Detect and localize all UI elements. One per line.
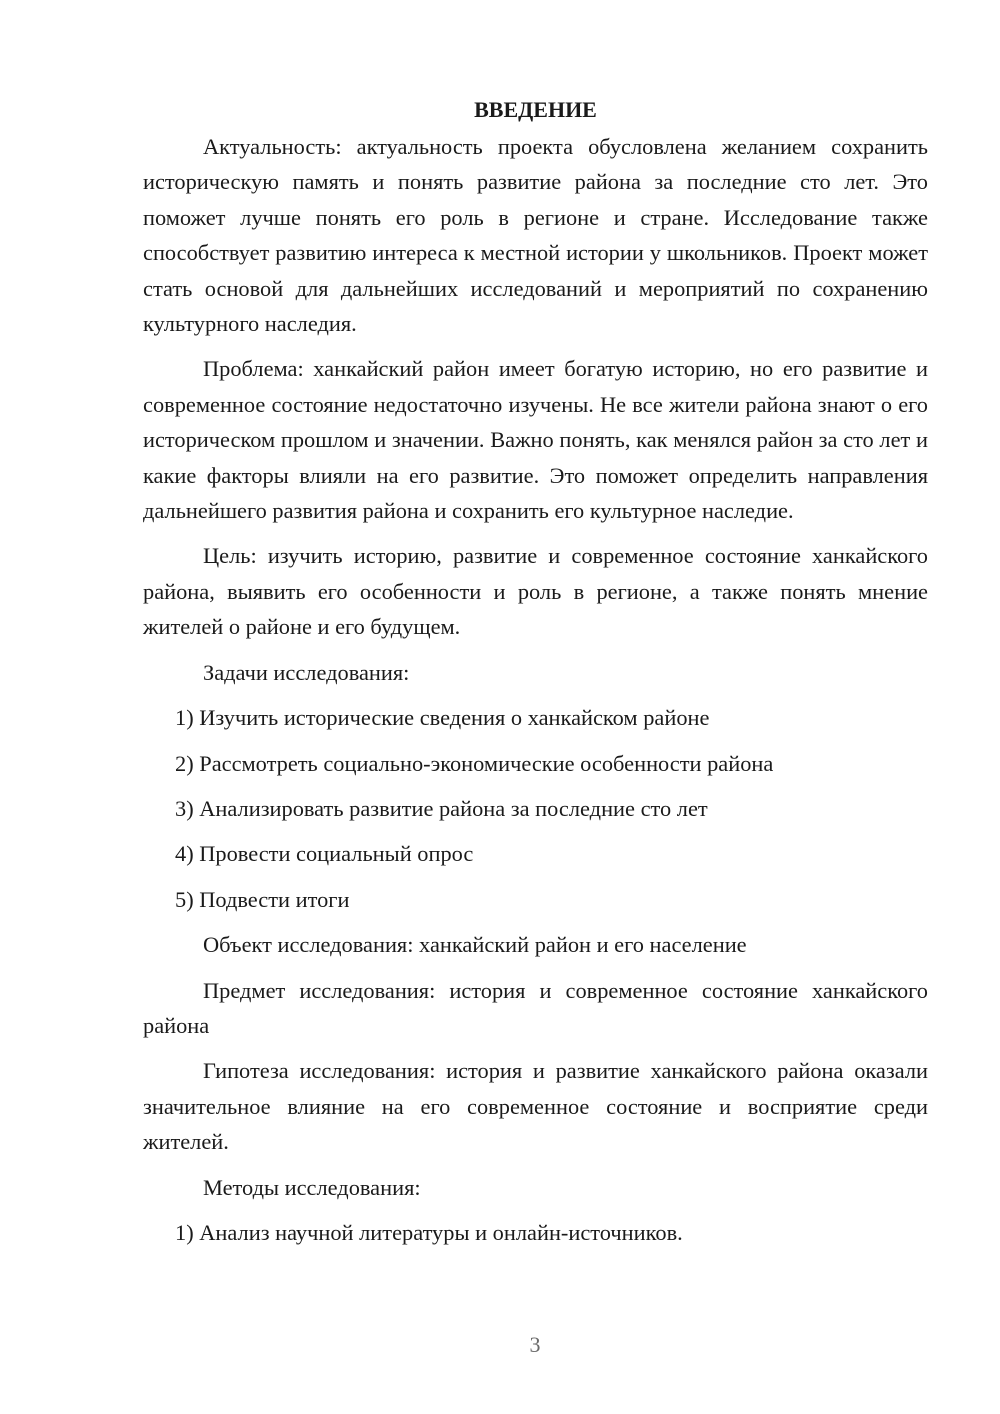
page-number: 3 [529,1332,541,1357]
relevance-paragraph: Актуальность: актуальность проекта обусловлена желанием сохранить историческую память и понять развитие района за последние сто лет. Это поможет лучше понять его роль в регионе и стране. Исследование также способствует развитию интереса к местной истории у школьников. Проект может стать основой для дальнейших исследований и мероприятий по сохранению культурного наследия. [143,134,928,337]
document-page [143,92,928,1260]
task-item-1: 1) Изучить исторические сведения о ханкайском районе [175,705,710,731]
tasks-label: Задачи исследования: [203,659,410,685]
section-heading: ВВЕДЕНИЕ [474,97,597,122]
task-item-3: 3) Анализировать развитие района за последние сто лет [175,795,708,821]
problem-paragraph: Проблема: ханкайский район имеет богатую историю, но его развитие и современное состояние недостаточно изучены. Не все жители района знают о его историческом прошлом и значении. Важно понять, как менялся район за сто лет и какие факторы влияли на его развитие. Это поможет определить направления дальнейшего развития района и сохранить его культурное наследие. [143,356,928,524]
method-item-1: 1) Анализ научной литературы и онлайн-источников. [175,1219,683,1245]
task-item-4: 4) Провести социальный опрос [175,841,474,867]
task-item-2: 2) Рассмотреть социально-экономические особенности района [175,750,774,776]
goal-paragraph: Цель: изучить историю, развитие и современное состояние ханкайского района, выявить его особенности и роль в регионе, а также понять мнение жителей о районе и его будущем. [143,543,928,640]
object-paragraph: Объект исследования: ханкайский район и его население [203,932,747,958]
hypothesis-paragraph: Гипотеза исследования: история и развитие ханкайского района оказали значительное влияние на его современное состояние и восприятие среди жителей. [143,1058,928,1155]
task-item-5: 5) Подвести итоги [175,886,350,912]
methods-label: Методы исследования: [203,1174,421,1200]
subject-paragraph: Предмет исследования: история и современное состояние ханкайского района [143,977,928,1038]
